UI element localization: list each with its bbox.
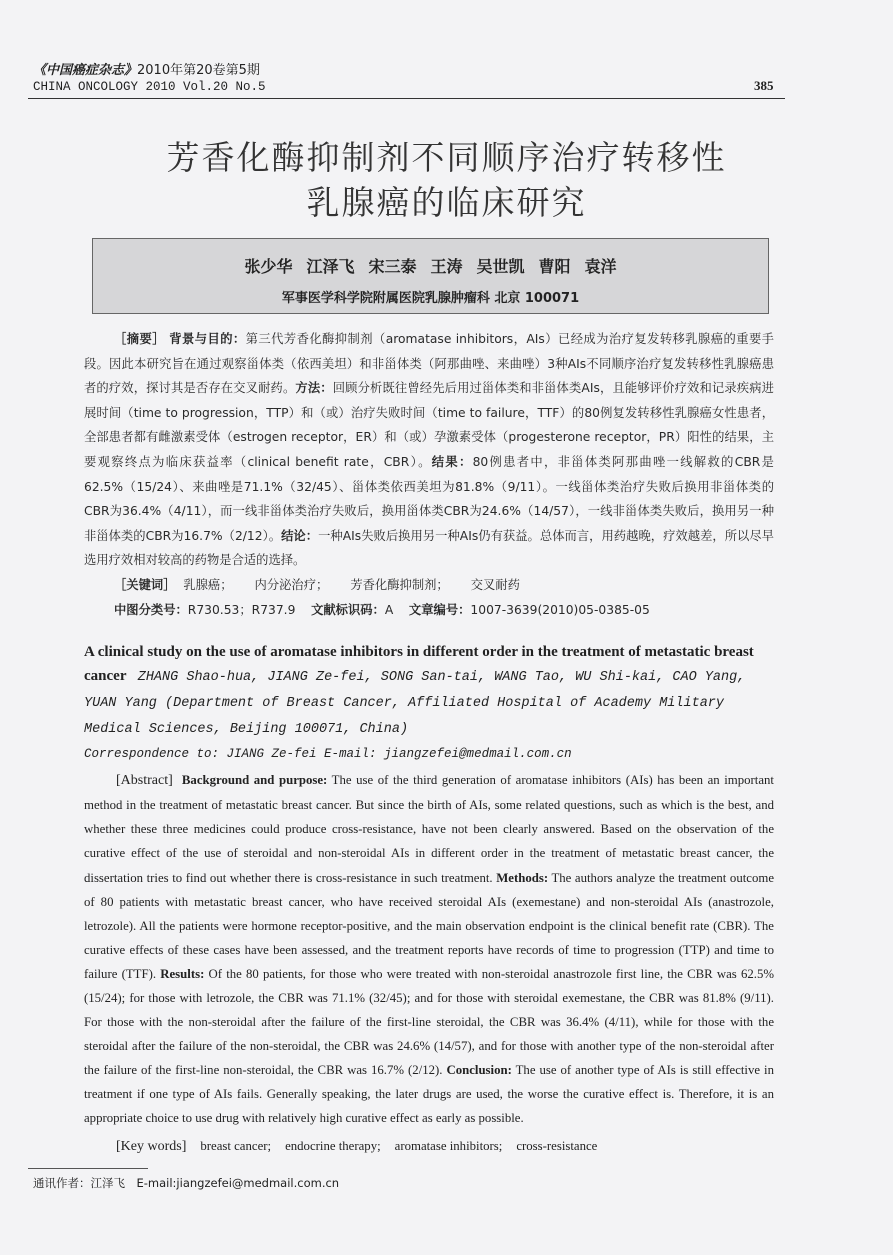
keyword: 芳香化酶抑制剂； [350,577,449,592]
author: 曹阳 [538,257,571,276]
running-header [33,62,266,96]
methods-label-en: Methods: [496,870,549,885]
keyword: endocrine therapy; [285,1138,381,1153]
keyword: breast cancer; [200,1138,272,1153]
method-text: 回顾分析既往曾经先后用过甾体类和非甾体类AIs，且能够评价疗效和记录疾病进展时间（time to progression，TTP）和（或）治疗失败时间（time to failure，TTF）的80例复发转移性乳腺癌女性患者，全部患者都有雌激素受体（estrogen receptor，ER）和（或）孕激素受体（progesterone receptor，PR）阳性的结果，主要观察终点为临床获益率（clinical benefit rate，CBR）。 [84,381,774,469]
keyword: 乳腺癌； [183,577,233,592]
methods-text-en: The authors analyze the treatment outcome of 80 patients with metastatic breast cancer, who have received steroidal AIs (exemestane) and non-steroidal AIs (anastrozole, letrozole). All the patients were hormone receptor-positive, and the main observation endpoint is the clinical benefit rate (CBR). The curative effects of these cases have been assessed, and the treatment reports have records of time to progression (TTP) and time to failure (TTF). [84,870,775,981]
background-label: 背景与目的： [169,332,246,346]
conclusion-text-en: The use of another type of AIs is still effective in treatment if one type of AIs fails. Generally speaking, the later drugs are used, the worse the curative effect is. Therefore, it is an appropriate choice to use drug with relatively high curative effect as early as possible. [84,1063,774,1126]
result-text: 80例患者中，非甾体类阿那曲唑一线解救的CBR是62.5%（15/24）、来曲唑是71.1%（32/45）、甾体类依西美坦为81.8%（9/11）。一线甾体类治疗失败后换用非甾体类的CBR为36.4%（4/11），而一线非甾体类治疗失败后，换用甾体类CBR为24.6%（14/57），一线非甾体类失败后，换用另一种非甾体类的CBR为16.7%（2/12）。 [84,454,774,543]
footnote: 通讯作者：江泽飞 E-mail:jiangzefei@medmail.com.cn [33,1175,340,1190]
english-abstract [84,768,774,1130]
clc-value: R730.53；R737.9 [187,602,296,617]
author: 袁洋 [584,257,617,276]
doc-code-value: A [384,602,394,617]
keyword: aromatase inhibitors; [394,1138,503,1153]
classification-line [84,598,774,623]
title-line-2: 乳腺癌的临床研究 [306,183,587,222]
english-title-block [84,640,774,742]
doc-code-label: 文献标识码： [311,602,385,617]
correspondence: Correspondence to: JIANG Ze-fei E-mail: jiangzefei@medmail.com.cn [84,747,572,762]
keyword: 内分泌治疗； [254,577,329,592]
issue-cn: 2010年第20卷第5期 [137,63,260,78]
conclusion-label-en: Conclusion: [446,1063,512,1078]
keyword: 交叉耐药 [470,577,520,592]
results-label-en: Results: [160,966,205,981]
keywords-label-en: [Key words] [116,1138,187,1154]
footnote-rule [28,1168,148,1169]
abstract-label: ［摘要］ [114,332,165,346]
author: 宋三泰 [368,257,417,276]
clc-label: 中图分类号： [114,602,188,617]
author: 张少华 [244,257,293,276]
article-no-label: 文章编号： [408,602,471,617]
article-no-value: 1007-3639(2010)05-0385-05 [470,602,650,617]
keyword: cross-resistance [516,1138,598,1153]
title-line-1: 芳香化酶抑制剂不同顺序治疗转移性 [166,138,727,177]
author: 王涛 [430,257,463,276]
affiliation: 军事医学科学院附属医院乳腺肿瘤科 北京 100071 [281,291,580,306]
keywords-cn [84,573,774,598]
conclusion-text: 一种AIs失败后换用另一种AIs仍有获益。总体而言，用药越晚，疗效越差，所以尽早选用疗效相对较高的药物是合适的选择。 [84,528,774,568]
keywords-en [84,1135,774,1158]
results-text-en: Of the 80 patients, for those who were treated with non-steroidal anastrozole first line, the CBR was 62.5% (15/24); for those with letrozole, the CBR was 71.1% (32/45); and for those with steroidal exemestane, the CBR was 81.8% (9/11). For those with the non-steroidal after the failure of the first-line steroidal, the CBR was 36.4% (4/11), while for those with the steroidal after the failure of the non-steroidal, the CBR was 24.6% (14/57), and for those with another type of the non-steroidal after the failure of the first-line non-steroidal, the CBR was 16.7% (2/12). [84,966,775,1078]
journal-name-en: CHINA ONCOLOGY 2010 Vol.20 No.5 [33,80,266,94]
english-title: A clinical study on the use of aromatase inhibitors in different order in the treatment of metastatic breast cancer [84,644,754,685]
page-number: 385 [754,78,774,93]
journal-name-cn: 《中国癌症杂志》 [33,63,138,78]
english-authors-affiliation: ZHANG Shao-hua, JIANG Ze-fei, SONG San-tai, WANG Tao, WU Shi-kai, CAO Yang, YUAN Yang (Department of Breast Cancer, Affiliated Hospital of Academy Military Medical Sciences, Beijing 100071, China) [84,670,746,738]
conclusion-label: 结论： [281,528,319,543]
background-text-en: The use of the third generation of aromatase inhibitors (AIs) has been an important method in the treatment of metastatic breast cancer. But since the birth of AIs, some related questions, such as which is the best, and whether these three medicines could produce cross-resistance, have not been clearly answered. Based on the observation of the curative effect of the use of steroidal and non-steroidal AIs in different order in the treatment of metastatic breast cancer, the dissertation tries to find out whether there is cross-resistance in such treatment. [84,773,774,885]
body-column [33,327,775,1211]
chinese-abstract [84,327,774,622]
background-label-en: Background and purpose: [181,773,328,788]
author-box [92,238,769,314]
article-title [0,135,893,225]
keywords-label: ［关键词］ [114,577,176,592]
author: 吴世凯 [476,257,525,276]
author-list [93,254,768,277]
abstract-label-en: [Abstract] [116,773,173,789]
result-label: 结果： [431,454,473,469]
method-label: 方法： [295,381,333,396]
background-text: 第三代芳香化酶抑制剂（aromatase inhibitors，AIs）已经成为治疗复发转移乳腺癌的重要手段。因此本研究旨在通过观察甾体类（依西美坦）和非甾体类（阿那曲唑、来曲唑）3种AIs不同顺序治疗复发转移性乳腺癌患者的疗效，探讨其是否存在交叉耐药。 [84,332,774,396]
header-rule [28,98,785,99]
author: 江泽飞 [306,257,355,276]
